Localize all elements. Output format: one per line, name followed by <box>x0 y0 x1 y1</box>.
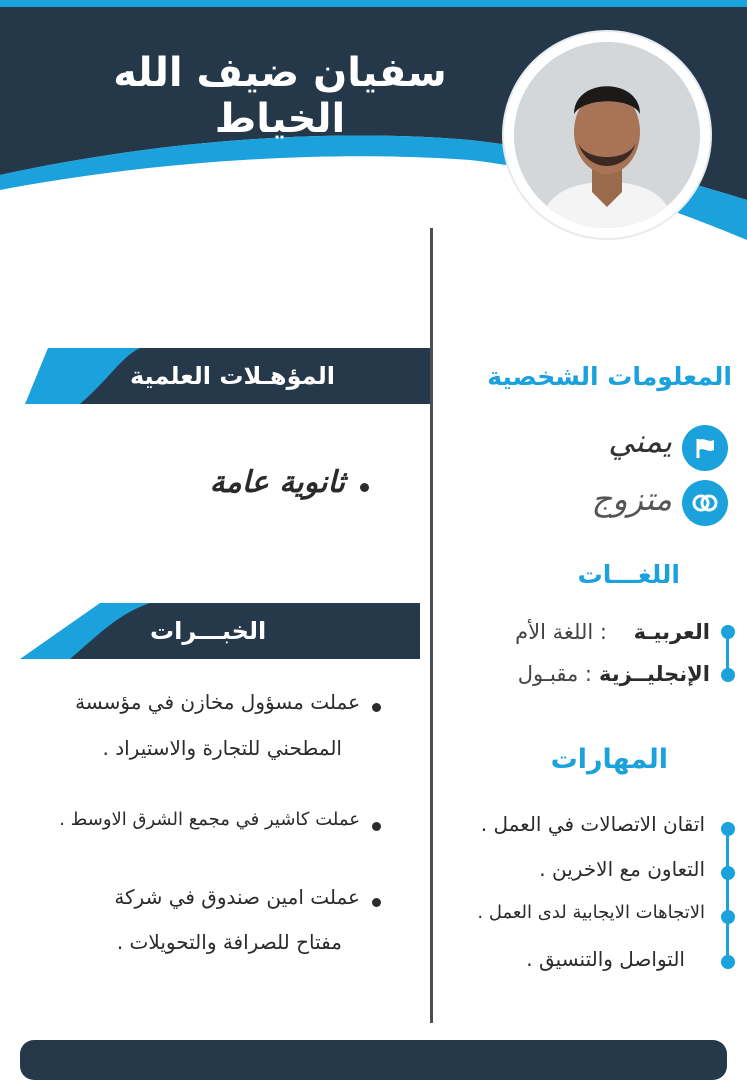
skill-item: اتقان الاتصالات في العمل . <box>480 812 705 836</box>
skill-bullet <box>721 866 735 880</box>
experience-bullet <box>372 703 381 712</box>
qualification-bullet <box>360 483 369 492</box>
skill-item: الاتجاهات الايجابية لدى العمل . <box>477 902 705 923</box>
language-level: : مقبـول <box>517 662 592 686</box>
qualification-item: ثانوية عامة <box>209 465 345 500</box>
language-bullet <box>721 668 735 682</box>
experience-line: المطحني للتجارة والاستيراد . <box>102 736 342 760</box>
personal-info-title: المعلومات الشخصية <box>487 362 732 391</box>
skill-bullet <box>721 910 735 924</box>
language-name: العربيـة <box>633 620 710 644</box>
skill-item: التعاون مع الاخرين . <box>539 857 705 881</box>
profile-photo <box>504 32 710 238</box>
marital-status-value: متزوج <box>591 480 672 518</box>
skills-line <box>726 822 729 962</box>
column-divider <box>430 228 433 1023</box>
language-level: : اللغة الأم <box>515 620 607 644</box>
nationality-value: يمني <box>608 422 672 460</box>
flag-icon <box>682 425 728 471</box>
languages-title: اللغـــات <box>577 560 680 589</box>
skill-bullet <box>721 955 735 969</box>
skill-item: التواصل والتنسيق . <box>526 947 685 971</box>
footer-bar <box>20 1040 727 1080</box>
candidate-name: سفيان ضيف الله الخياط <box>113 50 447 142</box>
qualifications-title: المؤهـلات العلمية <box>130 362 335 390</box>
experience-bullet <box>372 822 381 831</box>
language-bullet <box>721 625 735 639</box>
experience-line: عملت كاشير في مجمع الشرق الاوسط . <box>59 809 360 830</box>
experience-title: الخبـــرات <box>150 617 267 645</box>
language-name: الإنجليــزية <box>598 662 710 686</box>
rings-icon <box>682 480 728 526</box>
experience-line: عملت امين صندوق في شركة <box>114 885 360 909</box>
skill-bullet <box>721 822 735 836</box>
skills-title: المهارات <box>550 744 668 775</box>
experience-bullet <box>372 898 381 907</box>
experience-line: مفتاح للصرافة والتحويلات . <box>116 930 342 954</box>
experience-line: عملت مسؤول مخازن في مؤسسة <box>75 690 360 714</box>
